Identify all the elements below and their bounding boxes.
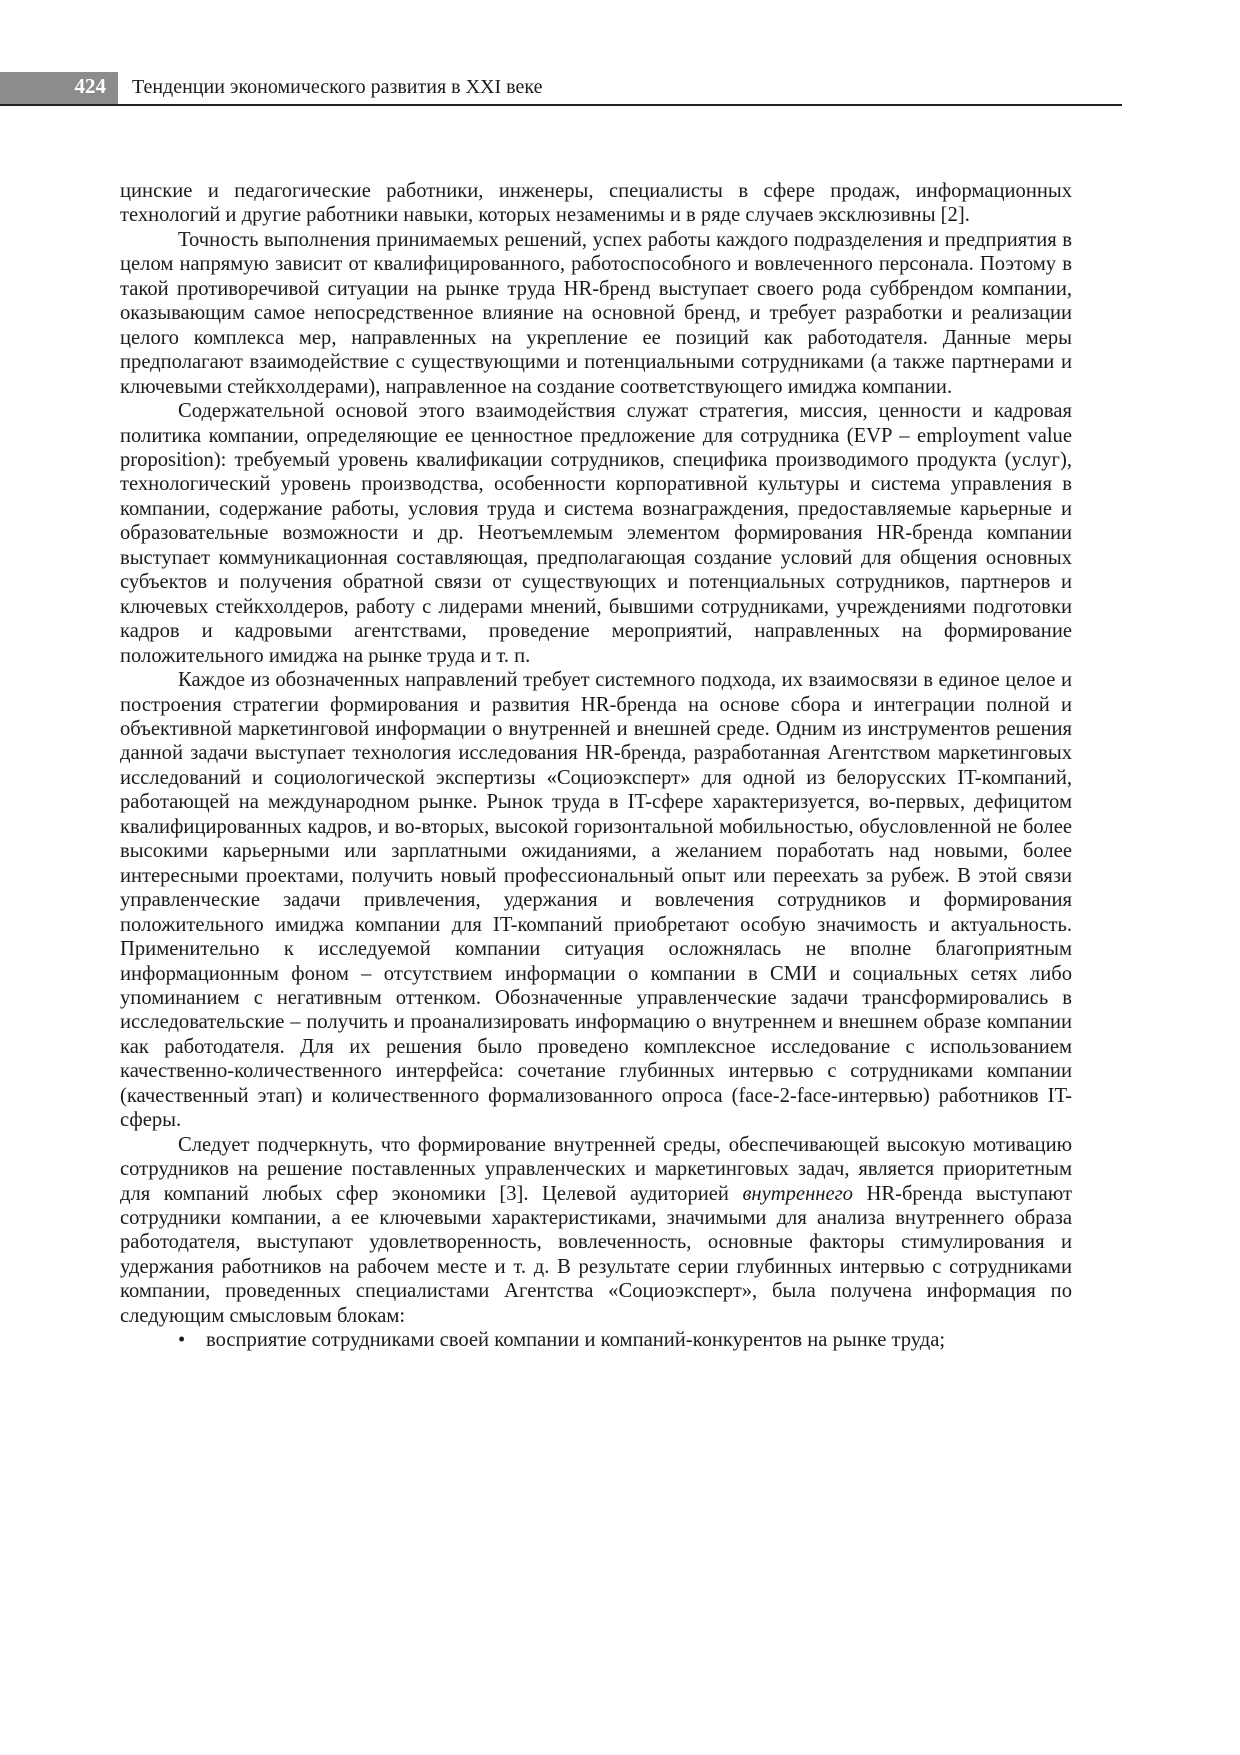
article-body xyxy=(120,179,1072,1353)
running-title: Тенденции экономического развития в XXI веке xyxy=(132,76,543,98)
running-header xyxy=(0,72,1122,106)
page-number-tab xyxy=(0,72,118,104)
paragraph-decision-accuracy: Точность выполнения принимаемых решений, успех работы каждого подразделения и предприятия в целом напрямую зависит от квалифицированного, работоспособного и вовлеченного персонала. Поэтому в такой противоречивой ситуации на рынке труда HR-бренд выступает своего рода суббрендом компании, оказывающим самое непосредственное влияние на основной бренд, и требует разработки и реализации целого комплекса мер, направленных на укрепление ее позиций как работодателя. Данные меры предполагают взаимодействие с существующими и потенциальными сотрудниками (а также партнерами и ключевыми стейкхолдерами), направленное на создание соответствующего имиджа компании. xyxy=(120,228,1072,398)
paragraph-internal-environment xyxy=(120,1133,1072,1329)
paragraph-continued: цинские и педагогические работники, инженеры, специалисты в сфере продаж, информационных технологий и другие работники навыки, которых незаменимы и в ряде случаев эксклюзивны [2]. xyxy=(120,180,1072,227)
paragraph-text-part: Следует подчеркнуть, что формирование внутренней среды, обеспечивающей высокую мотивацию сотрудников на решение поставленных управленческих и маркетинговых задач, является приоритетным для компаний любых сфер экономики [3]. Целевой аудиторией xyxy=(120,1133,1072,1205)
paragraph-research-technology: Каждое из обозначенных направлений требует системного подхода, их взаимосвязи в единое целое и построения стратегии формирования и развития HR-бренда на основе сбора и интеграции полной и объективной маркетинговой информации о внутренней и внешней среде. Одним из инструментов решения данной задачи выступает технология исследования HR-бренда, разработанная Агентством маркетинговых исследований и социологической экспертизы «Социоэксперт» для одной из белорусских IT-компаний, работающей на международном рынке. Рынок труда в IT-сфере характеризуется, во-первых, дефицитом квалифицированных кадров, и во-вторых, высокой горизонтальной мобильностью, обусловленной не более высокими карьерными или зарплатными ожиданиями, а желанием поработать над новыми, более интересными проектами, получить новый профессиональный опыт или переехать за рубеж. В этой связи управленческие задачи привлечения, удержания и вовлечения сотрудников и формирования положительного имиджа компании для IT-компаний приобретают особую значимость и актуальность. Применительно к исследуемой компании ситуация осложнялась не вполне благоприятным информационным фоном – отсутствием информации о компании в СМИ и социальных сетях либо упоминанием с негативным оттенком. Обозначенные управленческие задачи трансформировались в исследовательские – получить и проанализировать информацию о внутреннем и внешнем образе компании как работодателя. Для их решения было проведено комплексное исследование с использованием качественно-количественного интерфейса: сочетание глубинных интервью с сотрудниками компании (качественный этап) и количественного формализованного опроса (face-2-face-интервью) работников IT-сферы. xyxy=(120,669,1072,1132)
bullet-icon: • xyxy=(178,1329,186,1352)
bullet-item-text: восприятие сотрудниками своей компании и компаний-конкурентов на рынке труда; xyxy=(206,1329,946,1352)
italic-term: внутреннего xyxy=(742,1182,853,1205)
paragraph-content-basis: Содержательной основой этого взаимодействия служат стратегия, миссия, ценности и кадровая политика компании, определяющие ее ценностное предложение для сотрудника (EVP – employment value proposition): требуемый уровень квалификации сотрудников, специфика производимого продукта (услуг), технологический уровень производства, особенности корпоративной культуры и система управления в компании, содержание работы, условия труда и система вознаграждения, предоставляемые карьерные и образовательные возможности и др. Неотъемлемым элементом формирования HR-бренда компании выступает коммуникационная составляющая, предполагающая создание условий для общения основных субъектов и получения обратной связи от существующих и потенциальных сотрудников, партнеров и ключевых стейкхолдеров, работу с лидерами мнений, бывшими сотрудниками, учреждениями подготовки кадров и кадровыми агентствами, проведение мероприятий, направленных на формирование положительного имиджа на рынке труда и т. п. xyxy=(120,400,1072,667)
paragraph-text-part: HR-бренда выступают сотрудники компании, а ее ключевыми характеристиками, значимыми для анализа внутреннего образа работодателя, выступают удовлетворенность, вовлеченность, основные факторы стимулирования и удержания работников на рабочем месте и т. д. В результате серии глубинных интервью с сотрудниками компании, проведенных специалистами Агентства «Социоэксперт», была получена информация по следующим смысловым блокам: xyxy=(120,1182,1072,1327)
bullet-list-item xyxy=(120,1328,1072,1352)
page-number: 424 xyxy=(74,74,106,98)
